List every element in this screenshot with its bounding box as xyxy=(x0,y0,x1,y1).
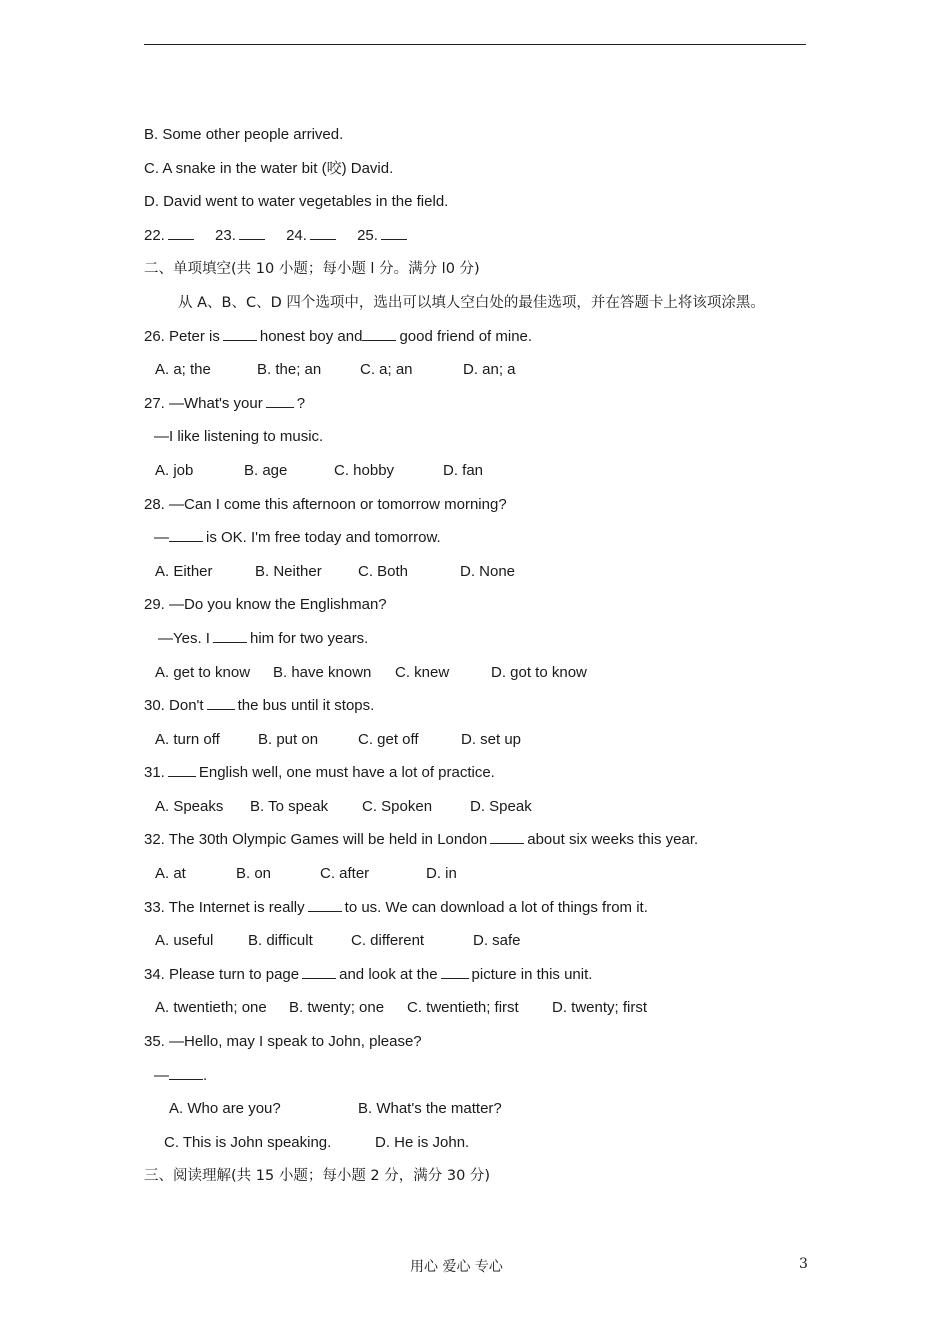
q33-options xyxy=(144,929,824,963)
q33-opt-c: C. different xyxy=(351,932,425,950)
q26-stem: 26. Peter is honest boy and good friend of mine. xyxy=(144,325,824,359)
q35-reply: — . xyxy=(144,1064,824,1098)
q28-options xyxy=(144,560,824,594)
q34-options xyxy=(144,996,824,1030)
q31-opt-d: D. Speak xyxy=(470,797,532,815)
q29-opt-c: C. knew xyxy=(395,663,450,681)
num-24: 24. xyxy=(286,226,307,244)
q31-opt-a: A. Speaks xyxy=(155,797,224,815)
q33-stem: 33. The Internet is really to us. We can download a lot of things from it. xyxy=(144,896,824,930)
q28-reply: — is OK. I'm free today and tomorrow. xyxy=(144,526,824,560)
q32-opt-b: B. on xyxy=(236,865,272,883)
q31-opt-b: B. To speak xyxy=(250,797,329,815)
q35-stem: 35. —Hello, may I speak to John, please? xyxy=(144,1033,422,1051)
q27-opt-c: C. hobby xyxy=(334,461,395,479)
page-number: 3 xyxy=(799,1256,808,1272)
q27-options xyxy=(144,459,824,493)
q30-options xyxy=(144,728,824,762)
q32-stem: 32. The 30th Olympic Games will be held in London about six weeks this year. xyxy=(144,828,824,862)
q35-opt-c: C. This is John speaking. xyxy=(164,1133,332,1151)
q26-opt-b: B. the; an xyxy=(257,361,322,379)
q27-reply: —I like listening to music. xyxy=(154,428,324,446)
q30-opt-c: C. get off xyxy=(358,730,419,748)
option-d-line: D. David went to water vegetables in the field. xyxy=(144,193,449,211)
q32-opt-d: D. in xyxy=(426,865,457,883)
q29-options xyxy=(144,661,824,695)
answer-blanks-22-25 xyxy=(144,224,824,258)
q35-opt-a: A. Who are you? xyxy=(169,1100,281,1118)
header-rule xyxy=(144,44,806,45)
q31-options xyxy=(144,795,824,829)
q35-opt-d: D. He is John. xyxy=(375,1133,470,1151)
q35-options-ab xyxy=(144,1097,824,1131)
q30-opt-d: D. set up xyxy=(461,730,522,748)
q31-stem: 31. English well, one must have a lot of practice. xyxy=(144,761,824,795)
option-b-line: B. Some other people arrived. xyxy=(144,126,344,143)
q28-stem: 28. —Can I come this afternoon or tomorrow morning? xyxy=(144,495,507,513)
num-25: 25. xyxy=(357,226,378,244)
q27-opt-a: A. job xyxy=(155,461,194,479)
footer-motto: 用心 爱心 专心 xyxy=(410,1259,503,1275)
q35-opt-b: B. What's the matter? xyxy=(358,1100,502,1118)
q32-options xyxy=(144,862,824,896)
option-c-line: C. A snake in the water bit (咬) David. xyxy=(144,159,394,177)
page-content xyxy=(144,123,824,1198)
q28-opt-d: D. None xyxy=(460,562,516,580)
q33-opt-a: A. useful xyxy=(155,932,214,950)
q33-opt-b: B. difficult xyxy=(248,932,313,950)
section2-title: 二、单项填空(共 10 小题；每小题 l 分。满分 l0 分) xyxy=(144,261,480,278)
q28-opt-b: B. Neither xyxy=(255,562,322,580)
q29-reply: —Yes. I him for two years. xyxy=(144,627,824,661)
q30-opt-b: B. put on xyxy=(258,730,319,748)
q26-opt-a: A. a; the xyxy=(155,361,211,379)
q33-opt-d: D. safe xyxy=(473,932,521,950)
q27-opt-b: B. age xyxy=(244,461,288,479)
q32-opt-a: A. at xyxy=(155,865,186,883)
q30-stem: 30. Don't the bus until it stops. xyxy=(144,694,824,728)
q27-opt-d: D. fan xyxy=(443,461,484,479)
q32-opt-c: C. after xyxy=(320,865,370,883)
section2-instructions: 从 A、B、C、D 四个选项中，选出可以填人空白处的最佳选项，并在答题卡上将该项涂黑。 xyxy=(178,294,765,311)
q30-opt-a: A. turn off xyxy=(155,730,220,748)
q34-opt-a: A. twentieth; one xyxy=(155,999,267,1017)
q34-opt-c: C. twentieth; first xyxy=(407,999,519,1017)
q34-opt-b: B. twenty; one xyxy=(289,999,385,1017)
q26-opt-c: C. a; an xyxy=(360,361,413,379)
num-22: 22. xyxy=(144,226,165,244)
q34-opt-d: D. twenty; first xyxy=(552,999,648,1017)
q29-opt-d: D. got to know xyxy=(491,663,587,681)
num-23: 23. xyxy=(215,226,236,244)
q28-opt-a: A. Either xyxy=(155,562,213,580)
section3-title: 三、阅读理解(共 15 小题；每小题 2 分，满分 30 分) xyxy=(144,1168,491,1185)
q29-stem: 29. —Do you know the Englishman? xyxy=(144,596,387,614)
q26-options xyxy=(144,358,824,392)
q28-opt-c: C. Both xyxy=(358,562,409,580)
q35-options-cd xyxy=(144,1131,824,1165)
q34-stem: 34. Please turn to page and look at the picture in this unit. xyxy=(144,963,824,997)
q31-opt-c: C. Spoken xyxy=(362,797,433,815)
q26-opt-d: D. an; a xyxy=(463,361,516,379)
q29-opt-b: B. have known xyxy=(273,663,372,681)
q29-opt-a: A. get to know xyxy=(155,663,251,681)
q27-stem: 27. —What's your ? xyxy=(144,392,824,426)
